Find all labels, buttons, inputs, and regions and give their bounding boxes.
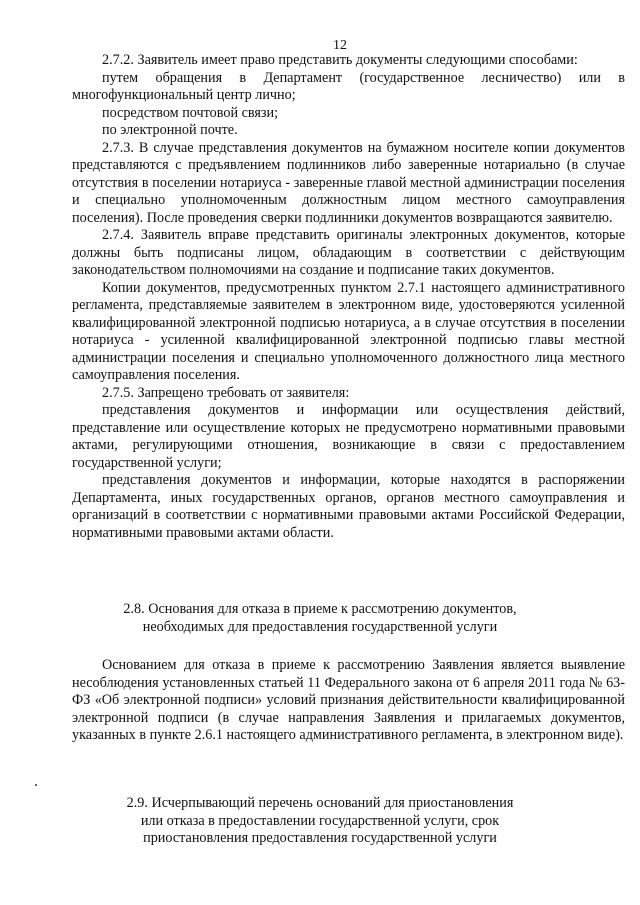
- paragraph: посредством почтовой связи;: [102, 104, 279, 121]
- paragraph: по электронной почте.: [102, 122, 238, 138]
- heading-line: необходимых для предоставления государственной услуги: [142, 618, 498, 635]
- section-2-7-body: [72, 52, 625, 542]
- page-number: 12: [333, 38, 347, 53]
- paragraph: представления документов и информации или осуществления действий, представление или осуществление которых не предусмотрено нормативными правовыми актами, регулирующими отношения, возникающие в связи с предоставлением государственной услуги;: [72, 402, 625, 471]
- paragraph: 2.7.3. В случае представления документов на бумажном носителе копии документов представляются с предъявлением подлинников либо заверенные нотариально (в случае отсутствия в поселении нотариуса - заверенные главой местной администрации поселения и специально уполномоченным должностным лицом местного самоуправления поселения). После проведения сверки подлинники документов возвращаются заявителю.: [72, 139, 625, 226]
- section-heading-2-8: [0, 601, 640, 636]
- heading-line: 2.9. Исчерпывающий перечень оснований для приостановления: [126, 795, 514, 811]
- heading-line: приостановления предоставления государственной услуги: [143, 830, 497, 846]
- section-heading-2-9: [0, 795, 640, 848]
- heading-line: или отказа в предоставлении государственной услуги, срок: [140, 812, 500, 829]
- paragraph: Копии документов, предусмотренных пунктом 2.7.1 настоящего административного регламента, представляемые заявителем в электронном виде, удостоверяются усиленной квалифицированной электронной подписью нотариуса, а в случае отсутствия в поселении нотариуса - усиленной квалифицированной электронной подписью главы местной администрации поселения и специально уполномоченного должностного лица местного самоуправления поселения.: [72, 279, 625, 383]
- paragraph: 2.7.4. Заявитель вправе представить оригиналы электронных документов, которые должны быть подписаны лицом, обладающим в соответствии с действующим законодательством полномочиями на создание и подписание таких документов.: [72, 227, 625, 278]
- scan-speck: [35, 784, 37, 786]
- paragraph: 2.7.2. Заявитель имеет право представить документы следующими способами:: [102, 52, 578, 68]
- paragraph: путем обращения в Департамент (государственное лесничество) или в многофункциональный центр лично;: [72, 69, 625, 103]
- paragraph: представления документов и информации, которые находятся в распоряжении Департамента, иных государственных органов, органов местного самоуправления и организаций в соответствии с нормативными правовыми актами Российской Федерации, нормативными правовыми актами области.: [72, 472, 625, 541]
- section-2-8-body: [72, 657, 625, 745]
- paragraph: 2.7.5. Запрещено требовать от заявителя:: [102, 384, 350, 401]
- paragraph: Основанием для отказа в приеме к рассмотрению Заявления является выявление несоблюдения установленных статьей 11 Федерального закона от 6 апреля 2011 года № 63-ФЗ «Об электронной подписи» условий признания действительности квалифицированной электронной подписи (в случае направления Заявления и прилагаемых документов, указанных в пункте 2.6.1 настоящего административного регламента, в электронном виде).: [72, 657, 625, 743]
- heading-line: 2.8. Основания для отказа в приеме к рассмотрению документов,: [123, 601, 517, 617]
